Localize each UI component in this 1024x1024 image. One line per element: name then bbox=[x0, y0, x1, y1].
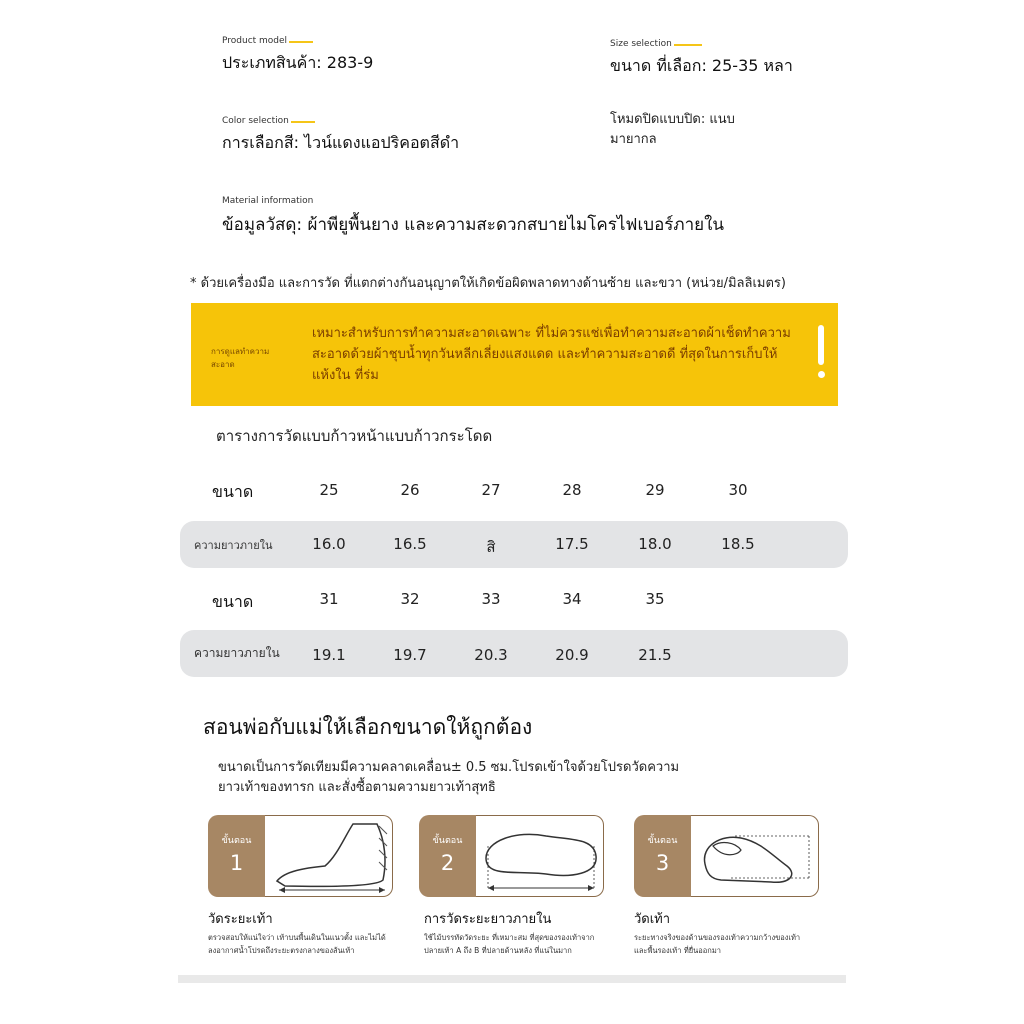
length-cell-3: 17.5 bbox=[555, 535, 589, 553]
guide-title: สอนพ่อกับแม่ให้เลือกขนาดให้ถูกต้อง bbox=[203, 715, 533, 739]
care-banner bbox=[191, 303, 838, 406]
length-cell-0: 16.0 bbox=[312, 535, 346, 553]
guide-description: ขนาดเป็นการวัดเทียมมีความคลาดเคลื่อน± 0.5 ซม.โปรดเข้าใจด้วยโปรดวัดความ ยาวเท้าของทารก และสั่งซื้อตามความยาวเท้าสุทธิ bbox=[218, 760, 680, 795]
size-table-title: ตารางการวัดแบบก้าวหน้าแบบก้าวกระโดด bbox=[216, 427, 493, 445]
spec-material bbox=[222, 188, 724, 238]
spec-product-model bbox=[222, 28, 373, 76]
length-row1-label: ความยาวภายใน bbox=[194, 539, 273, 552]
care-banner-label: การดูแลทำความ สะอาด bbox=[211, 347, 270, 369]
size-row1-label: ขนาด bbox=[212, 482, 254, 501]
measurement-note: * ด้วยเครื่องมือ และการวัด ที่แตกต่างกันอนุญาตให้เกิดข้อผิดพลาดทางด้านซ้าย และขวา (หน่วย/มิลลิเมตร) bbox=[190, 276, 786, 291]
step-card-1 bbox=[208, 815, 394, 897]
size-selection-label: Size selection bbox=[610, 39, 672, 49]
step-desc-1: ตรวจสอบให้แน่ใจว่า เท้าบนพื้นเดินในแนวตั้ง และไม่ได้ลงอากาศน้ำโปรดถึงระยะตรงกลางของส้นเท้า bbox=[208, 933, 386, 955]
color-selection-value: การเลือกสี: ไวน์แดงแอปริคอตสีดำ bbox=[222, 133, 460, 152]
size-cell-2: 27 bbox=[481, 481, 501, 499]
product-model-label: Product model bbox=[222, 36, 287, 46]
size-cell-r2-0: 31 bbox=[319, 590, 339, 608]
size-cell-r2-2: 33 bbox=[481, 590, 501, 608]
material-value: ข้อมูลวัสดุ: ผ้าพียูพื้นยาง และความสะดวกสบายไมโครไฟเบอร์ภายใน bbox=[222, 215, 725, 235]
length-row2-label: ความยาวภายใน bbox=[194, 646, 280, 660]
material-label: Material information bbox=[222, 196, 314, 206]
product-model-value: ประเภทสินค้า: 283-9 bbox=[222, 53, 374, 72]
length-cell-r2-1: 19.7 bbox=[393, 646, 427, 664]
size-row2-label: ขนาด bbox=[212, 592, 254, 611]
step-tab-3: ขั้นตอน 3 bbox=[634, 815, 691, 897]
length-cell-5: 18.5 bbox=[721, 535, 755, 553]
step-title-3: วัดเท้า bbox=[634, 912, 671, 927]
size-cell-r2-4: 35 bbox=[645, 590, 665, 608]
size-cell-4: 29 bbox=[645, 481, 665, 499]
size-cell-r2-3: 34 bbox=[562, 590, 582, 608]
length-cell-4: 18.0 bbox=[638, 535, 672, 553]
length-cell-1: 16.5 bbox=[393, 535, 427, 553]
length-row2 bbox=[180, 630, 848, 677]
closure-line1: โหมดปิดแบบปิด: แนบ bbox=[610, 112, 735, 127]
closure-line2: มายากล bbox=[610, 132, 657, 147]
bottom-divider bbox=[178, 975, 846, 983]
step-desc-3: ระยะทางจริงของด้านของรองเท้าความกว้างของเท้า และพื้นรองเท้า ที่ยื่นออกมา bbox=[634, 933, 801, 955]
length-cell-r2-0: 19.1 bbox=[312, 646, 346, 664]
step-tab-2: ขั้นตอน 2 bbox=[419, 815, 476, 897]
size-cell-0: 25 bbox=[319, 481, 339, 499]
length-cell-r2-4: 21.5 bbox=[638, 646, 672, 664]
size-cell-3: 28 bbox=[562, 481, 582, 499]
step-title-2: การวัดระยะยาวภายใน bbox=[424, 912, 552, 927]
step-card-2 bbox=[419, 815, 605, 897]
size-selection-value: ขนาด ที่เลือก: 25-35 หลา bbox=[610, 56, 793, 75]
insole-measure-icon bbox=[476, 815, 604, 897]
size-cell-r2-1: 32 bbox=[400, 590, 420, 608]
shoe-measure-icon bbox=[691, 815, 819, 897]
spec-closure bbox=[610, 110, 735, 150]
size-cell-5: 30 bbox=[728, 481, 748, 499]
size-cell-1: 26 bbox=[400, 481, 420, 499]
color-selection-label: Color selection bbox=[222, 116, 289, 126]
foot-measure-icon bbox=[265, 815, 393, 897]
length-cell-r2-2: 20.3 bbox=[474, 646, 508, 664]
care-banner-text: เหมาะสำหรับการทำความสะอาดเฉพาะ ที่ไม่ควรแช่เพื่อทำความสะอาดผ้าเช็ดทำความสะอาดด้วยผ้าชุบน้ำทุกวันหลีกเลี่ยงแสงแดด และทำความสะอาดดี ที่สุดในการเก็บให้แห้งใน ที่ร่ม bbox=[312, 326, 791, 383]
step-card-3 bbox=[634, 815, 820, 897]
step-tab-1: ขั้นตอน 1 bbox=[208, 815, 265, 897]
step-desc-2: ใช้ไม้บรรทัดวัดระยะ ที่เหมาะสม ที่สุดของรองเท้าจากปลายเท้า A ถึง B ที่ปลายด้านหลัง ที่แน่ในมาก bbox=[424, 933, 595, 955]
spec-color-selection bbox=[222, 108, 459, 156]
spec-size-selection bbox=[610, 31, 793, 79]
step-title-1: วัดระยะเท้า bbox=[208, 912, 273, 927]
length-cell-r2-3: 20.9 bbox=[555, 646, 589, 664]
length-cell-2: สิ bbox=[486, 538, 496, 556]
exclamation-icon bbox=[816, 325, 826, 385]
